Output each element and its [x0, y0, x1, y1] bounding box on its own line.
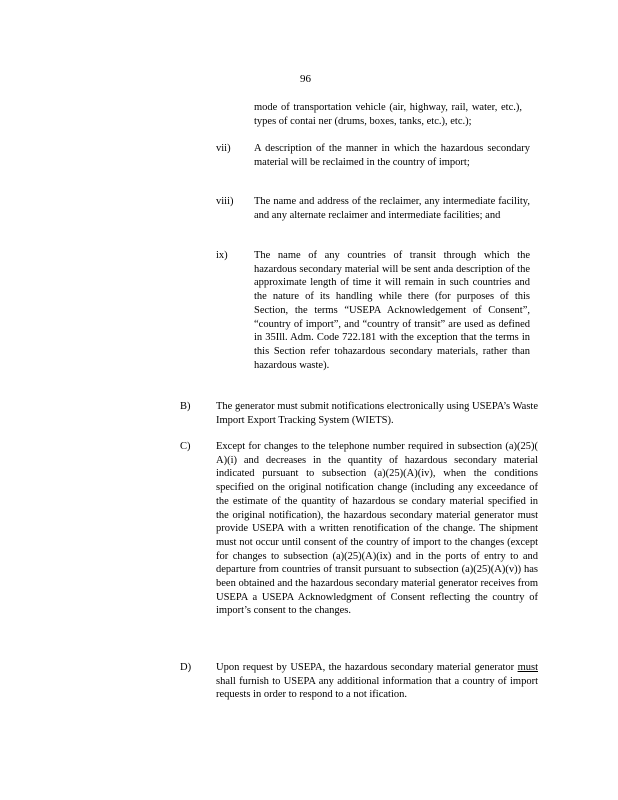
item-label: ix) — [216, 250, 228, 261]
item-text: The generator must submit notifications electronically using USEPA’s Waste Import Export Tracking System (WIETS). — [216, 401, 538, 426]
item-label: C) — [180, 441, 191, 452]
item-label: D) — [180, 662, 192, 673]
item-text: A description of the manner in which the hazardous secondary material will be reclaimed in the country of import; — [254, 143, 530, 168]
item-text-before: Upon request by USEPA, the hazardous secondary material generator — [216, 662, 518, 673]
item-label: viii) — [216, 196, 234, 207]
struck-word-must: must — [517, 662, 538, 673]
item-text — [216, 661, 538, 702]
page-number: 96 — [300, 73, 311, 85]
continuation-text: mode of transportation vehicle (air, highway, rail, water, etc.), types of contai ner (drums, boxes, tanks, etc.), etc.); — [254, 102, 522, 127]
item-label: vii) — [216, 143, 231, 154]
item-text: The name and address of the reclaimer, any intermediate facility, and any alternate reclaimer and intermediate facilities; and — [254, 196, 530, 221]
item-text-after: shall furnish to USEPA any additional information that a country of import requests in order to respond to a not ification. — [216, 675, 538, 701]
item-text: Except for changes to the telephone number required in subsection (a)(25)( A)(i) and decreases in the quantity of hazardous secondary material indicated pursuant to subsection (a)(25)(A)(iv), when the conditions specified on the original notification change (including any exceedance of the estimate of the quantity of hazardous se condary material specified in the original notification), the hazardous secondary material generator must provide USEPA with a written renotification of the change. The shipment must not occur until consent of the country of import to the changes (except for changes to subsection (a)(25)(A)(ix) and in the ports of entry to and departure from countries of transit pursuant to subsection (a)(25)(A)(v)) has been obtained and the hazardous secondary material generator receives from USEPA a USEPA Acknowledgment of Consent reflecting the country of import’s consent to the changes. — [216, 441, 538, 617]
item-text: The name of any countries of transit through which the hazardous secondary material will be sent anda description of the approximate length of time it will remain in such countries and the nature of its handling while there (for purposes of this Section, the terms “USEPA Acknowledgement of Consent”, “country of import”, and “country of transit” are used as defined in 35Ill. Adm. Code 722.181 with the exception that the terms in this Section refer tohazardous secondary materials, rather than hazardous waste). — [254, 250, 530, 371]
item-label: B) — [180, 401, 191, 412]
